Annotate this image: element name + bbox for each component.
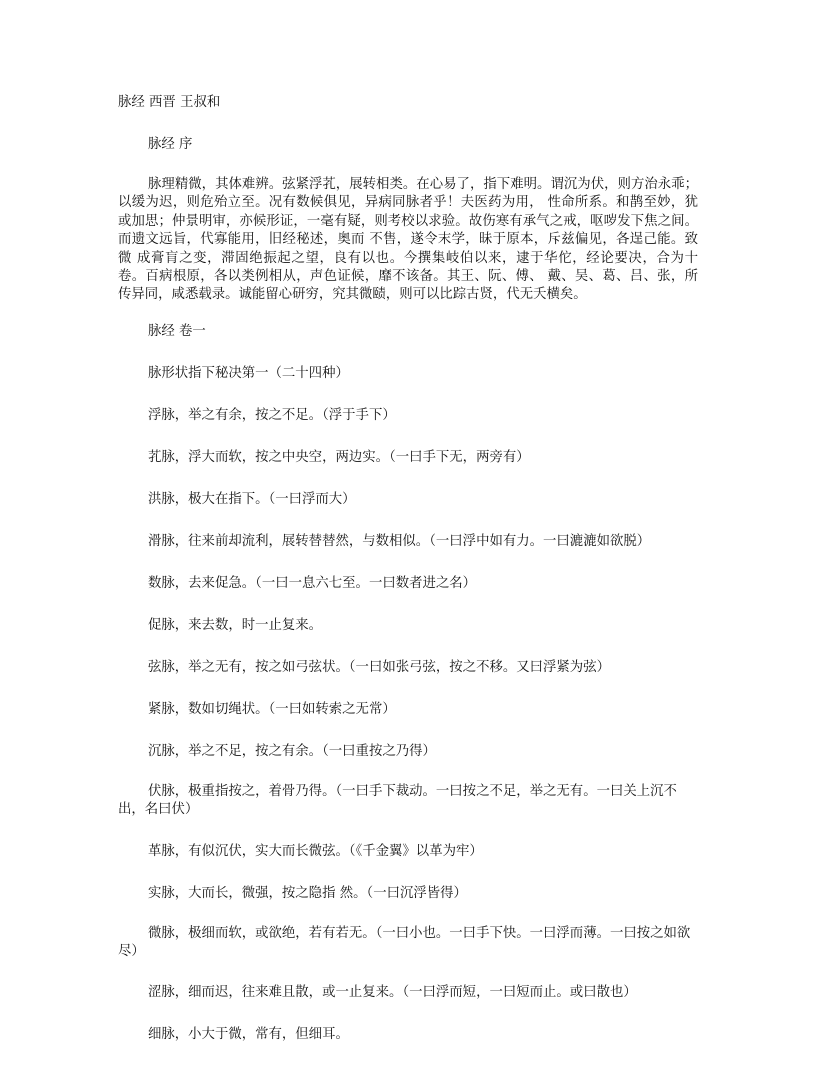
document-title: 脉经 西晋 王叔和 [118,95,221,110]
pulse-entry-xian: 弦脉，举之无有，按之如弓弦状。（一曰如张弓弦，按之不移。又曰浮紧为弦） [148,659,610,675]
pulse-entry-chen: 沉脉，举之不足，按之有余。（一曰重按之乃得） [148,743,436,759]
pulse-entry-hua: 滑脉，往来前却流利，展转替替然，与数相似。（一曰浮中如有力。一曰漉漉如欲脱） [148,533,651,549]
volume-heading: 脉经 卷一 [148,323,206,339]
pulse-entry-shu: 数脉，去来促急。（一曰一息六七至。一曰数者进之名） [148,575,477,591]
pulse-entry-xi: 细脉，小大于微，常有，但细耳。 [148,1027,349,1043]
pulse-entry-cu: 促脉，来去数，时一止复来。 [148,617,323,633]
pulse-entry-kou: 芤脉，浮大而软，按之中央空，两边实。（一曰手下无，两旁有） [148,449,530,465]
pulse-entry-hong: 洪脉，极大在指下。（一曰浮而大） [148,491,356,507]
pulse-entry-jin: 紧脉，数如切绳状。（一曰如转索之无常） [148,701,396,717]
pulse-entry-se: 涩脉，细而迟，往来难且散，或一止复来。（一曰浮而短，一曰短而止。或曰散也） [148,985,637,1001]
pulse-entry-fu: 浮脉，举之有余，按之不足。（浮于手下） [148,407,396,423]
preface-heading: 脉经 序 [148,137,193,152]
document-page [118,92,698,1066]
pulse-entry-shi: 实脉，大而长，微强，按之隐指 然。（一曰沉浮皆得） [148,885,467,901]
pulse-entry-wei: 微脉，极细而软，或欲绝，若有若无。（一曰小也。一曰手下快。一曰浮而薄。一曰按之如欲尽） [118,925,691,960]
pulse-entry-fu-hidden: 伏脉，极重指按之，着骨乃得。（一曰手下裁动。一曰按之不足，举之无有。一曰关上沉不出，名曰伏） [118,783,677,818]
preface-paragraph: 脉理精微，其体难辨。弦紧浮芤，展转相类。在心易了，指下难明。谓沉为伏，则方治永乖；以缓为迟，则危殆立至。况有数候俱见，异病同脉者乎！夫医药为用， 性命所系。和鹊至妙，犹或加思；仲景明审，亦候形证，一毫有疑，则考校以求验。故伤寒有承气之戒，呕哕发下焦之间。而遗文远旨，代寡能用，旧经秘述，奥而 不售，遂令末学，昧于原本，斥兹偏见，各逞己能。致微 成膏肓之变，滞固绝振起之望，良有以也。今撰集岐伯以来，逮于华佗，经论要决，合为十卷。百病根原，各以类例相从，声色证候，靡不该备。其王、阮、傅、 戴、吴、葛、吕、张，所传异同，咸悉载录。诚能留心研穷，究其微赜，则可以比踪古贤，代无夭横矣。 [118,177,698,303]
pulse-entry-ge: 革脉，有似沉伏，实大而长微弦。（《千金翼》以革为牢） [148,843,483,859]
section-heading: 脉形状指下秘决第一（二十四种） [148,365,349,381]
